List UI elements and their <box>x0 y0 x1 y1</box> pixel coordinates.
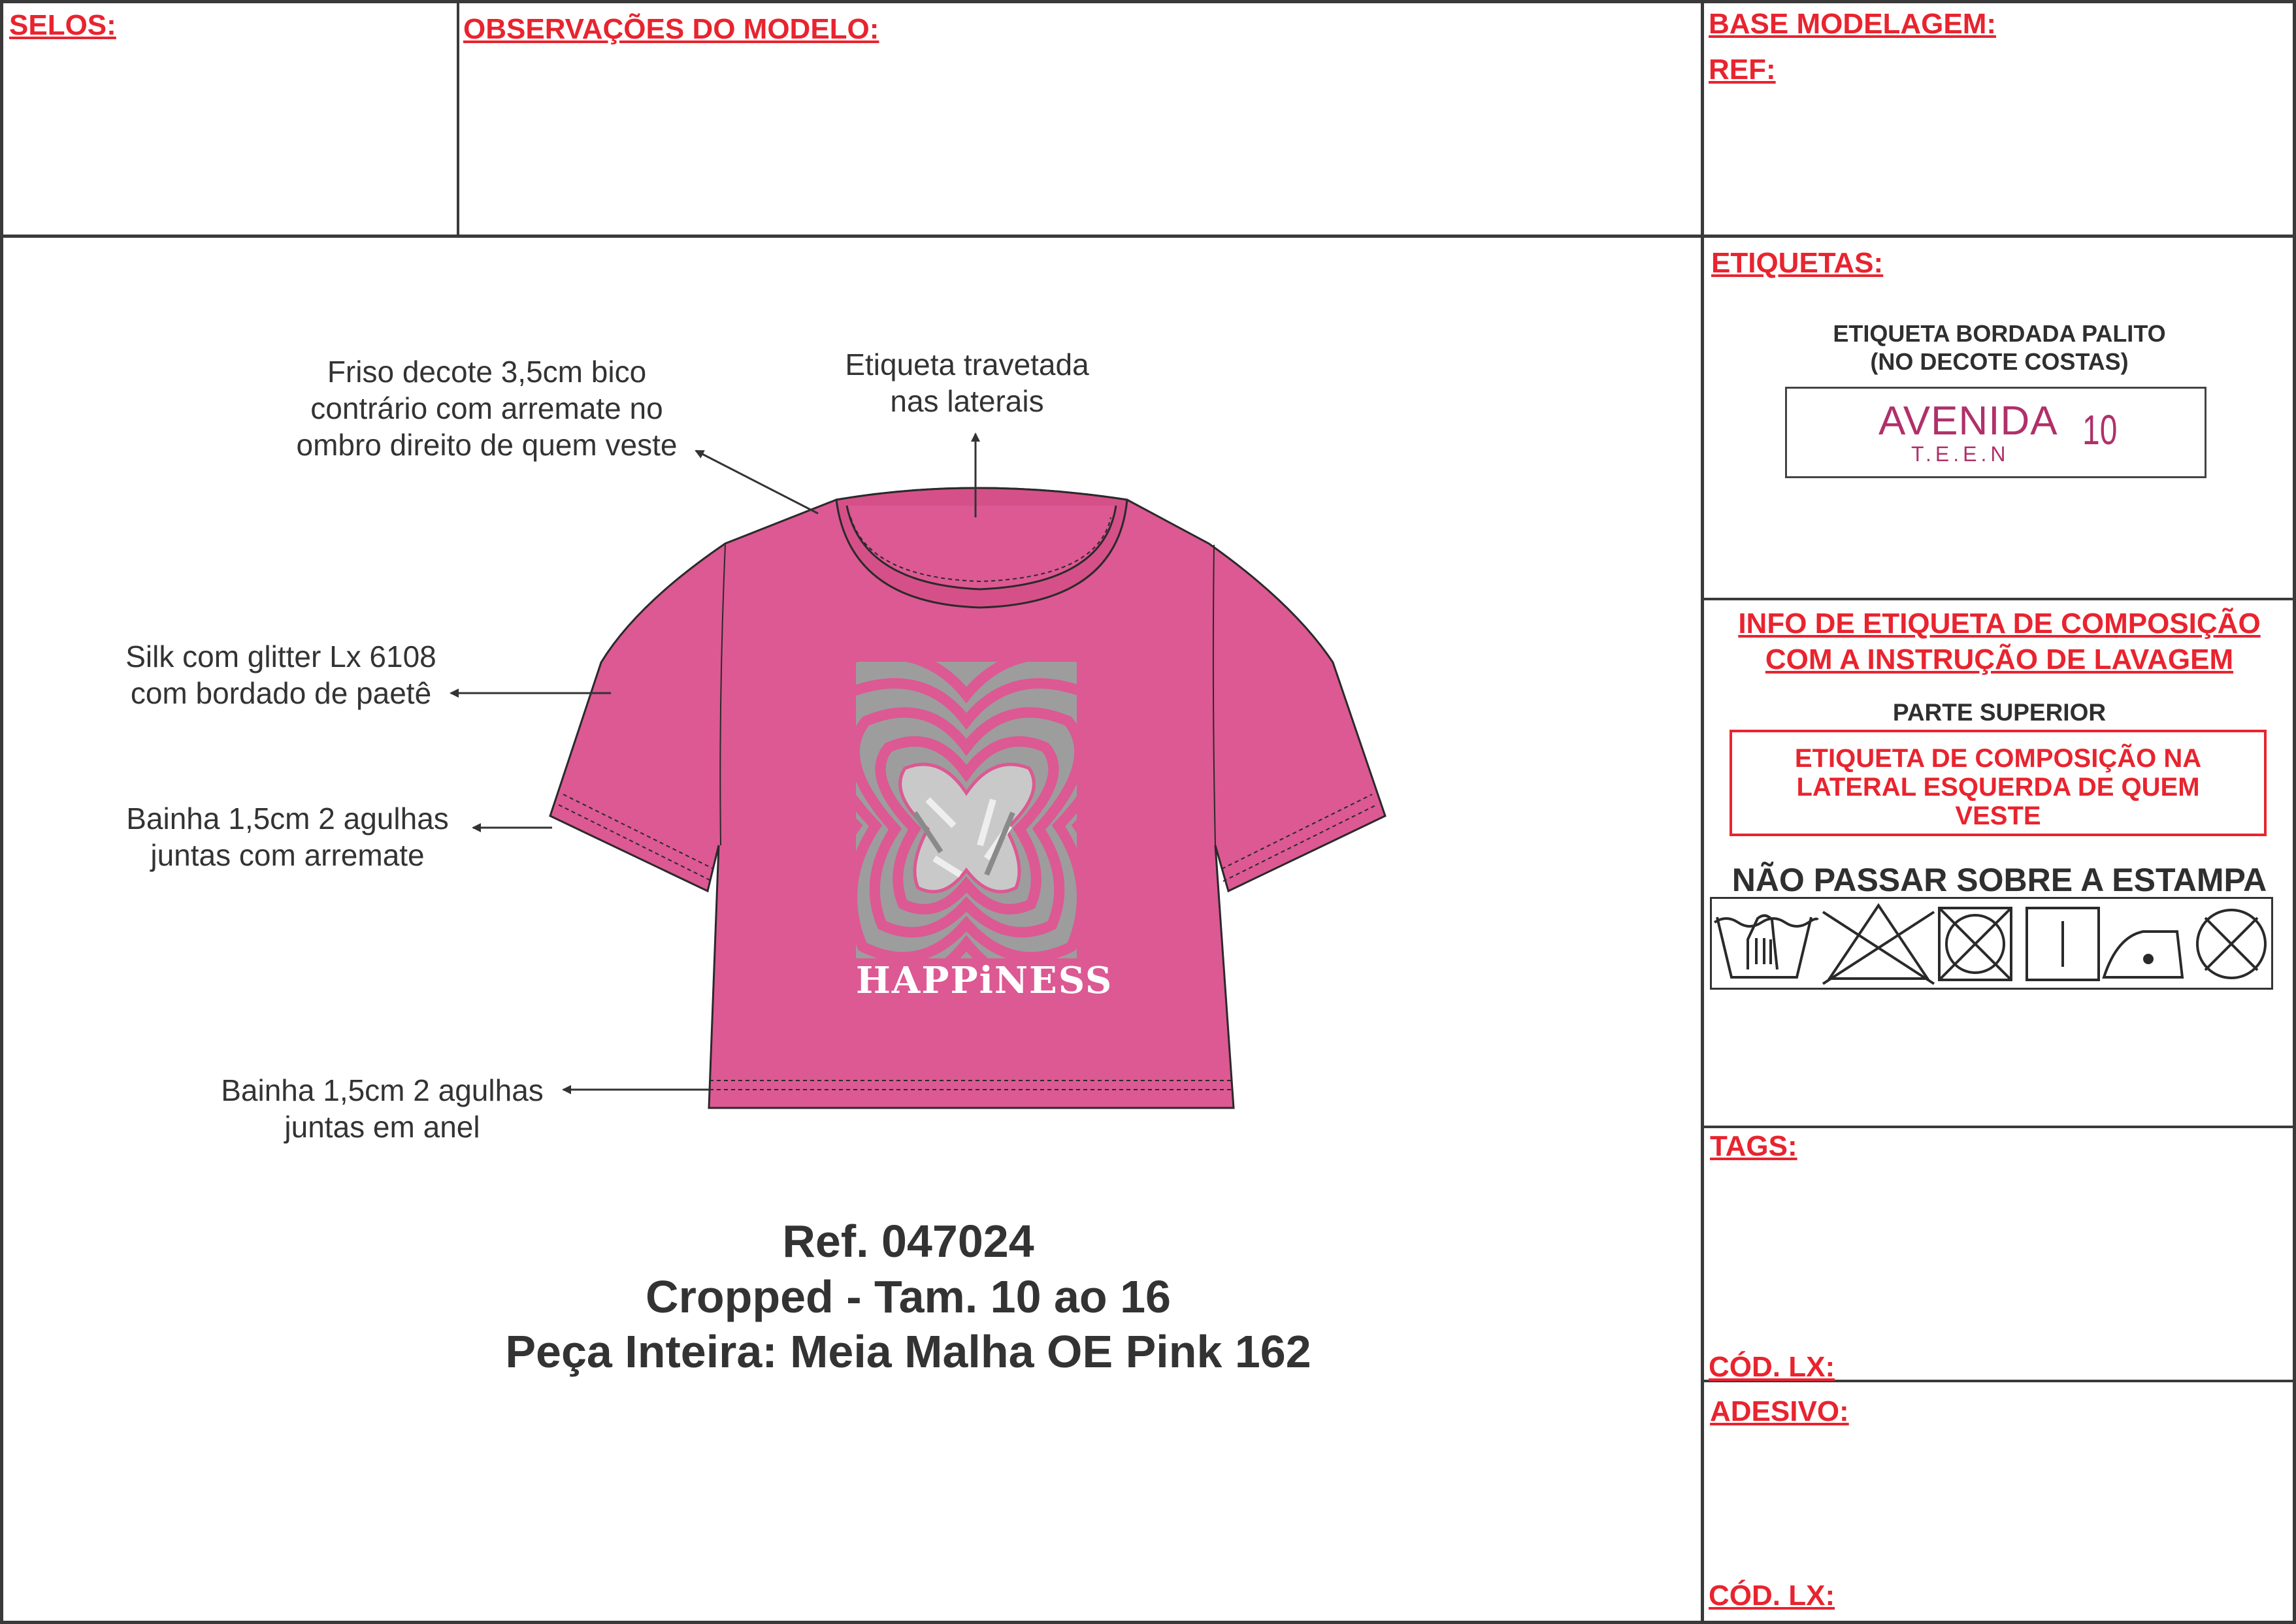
composicao-title-line1: INFO DE ETIQUETA DE COMPOSIÇÃO <box>1738 608 2261 640</box>
care-symbols-box <box>1710 897 2273 990</box>
composicao-box-line2: LATERAL ESQUERDA DE QUEM <box>1796 773 2200 802</box>
adesivo-cod-lx: CÓD. LX: <box>1709 1580 1835 1612</box>
tags-cod-lx: CÓD. LX: <box>1709 1351 1835 1383</box>
friso-note-2: contrário com arremate no <box>310 391 663 425</box>
bainha-barra-note-1: Bainha 1,5cm 2 agulhas <box>221 1073 544 1107</box>
composicao-box <box>1730 730 2267 836</box>
composicao-box-line1: ETIQUETA DE COMPOSIÇÃO NA <box>1794 744 2202 773</box>
friso-note-1: Friso decote 3,5cm bico <box>327 355 647 389</box>
composicao-divider <box>1702 1126 2296 1128</box>
etiqueta-note-2: nas laterais <box>890 384 1044 418</box>
etiquetas-label: ETIQUETAS: <box>1711 247 1884 279</box>
composicao-box-line3: VESTE <box>1955 802 2041 830</box>
no-tumble-dry-icon <box>1939 908 2011 980</box>
etiquetas-divider <box>1702 598 2296 600</box>
iron-low-icon <box>2104 932 2182 977</box>
hand-wash-icon <box>1714 915 1818 977</box>
product-model: Cropped - Tam. 10 ao 16 <box>646 1271 1171 1322</box>
garment-drawing <box>0 238 1701 1623</box>
brand-label-box <box>1785 387 2206 478</box>
no-bleach-icon <box>1823 905 1934 984</box>
product-ref: Ref. 047024 <box>782 1216 1034 1267</box>
nao-passar-warning: NÃO PASSAR SOBRE A ESTAMPA <box>1731 862 2267 898</box>
parte-superior: PARTE SUPERIOR <box>1892 699 2107 726</box>
frame-top <box>0 0 2296 3</box>
etiqueta-note-1: Etiqueta travetada <box>845 348 1089 382</box>
friso-note-3: ombro direito de quem veste <box>296 428 678 462</box>
brand-number: 10 <box>2082 406 2118 453</box>
tags-label: TAGS: <box>1710 1130 1797 1162</box>
line-dry-icon <box>2027 908 2099 980</box>
product-fabric: Peça Inteira: Meia Malha OE Pink 162 <box>505 1326 1311 1377</box>
etiqueta-title-line1: ETIQUETA BORDADA PALITO <box>1833 320 2166 347</box>
observacoes-label: OBSERVAÇÕES DO MODELO: <box>463 13 879 45</box>
no-dry-clean-icon <box>2197 910 2265 978</box>
composicao-title-line2: COM A INSTRUÇÃO DE LAVAGEM <box>1765 643 2234 675</box>
brand-sub: T.E.E.N <box>1911 442 2010 466</box>
print-caption: HAPPiNESS <box>856 959 1113 1002</box>
bainha-manga-note-1: Bainha 1,5cm 2 agulhas <box>126 802 449 836</box>
silk-note-1: Silk com glitter Lx 6108 <box>125 640 436 674</box>
selos-divider <box>457 0 459 236</box>
bainha-barra-note-2: juntas em anel <box>284 1110 480 1144</box>
selos-label: SELOS: <box>9 9 116 41</box>
bainha-manga-note-2: juntas com arremate <box>150 838 425 872</box>
etiqueta-title-line2: (NO DECOTE COSTAS) <box>1870 348 2129 375</box>
silk-note-2: com bordado de paetê <box>130 676 432 710</box>
ref-label: REF: <box>1709 54 1776 86</box>
base-modelagem-label: BASE MODELAGEM: <box>1709 8 1996 40</box>
adesivo-label: ADESIVO: <box>1710 1395 1849 1427</box>
brand-name: AVENIDA <box>1878 398 2058 444</box>
